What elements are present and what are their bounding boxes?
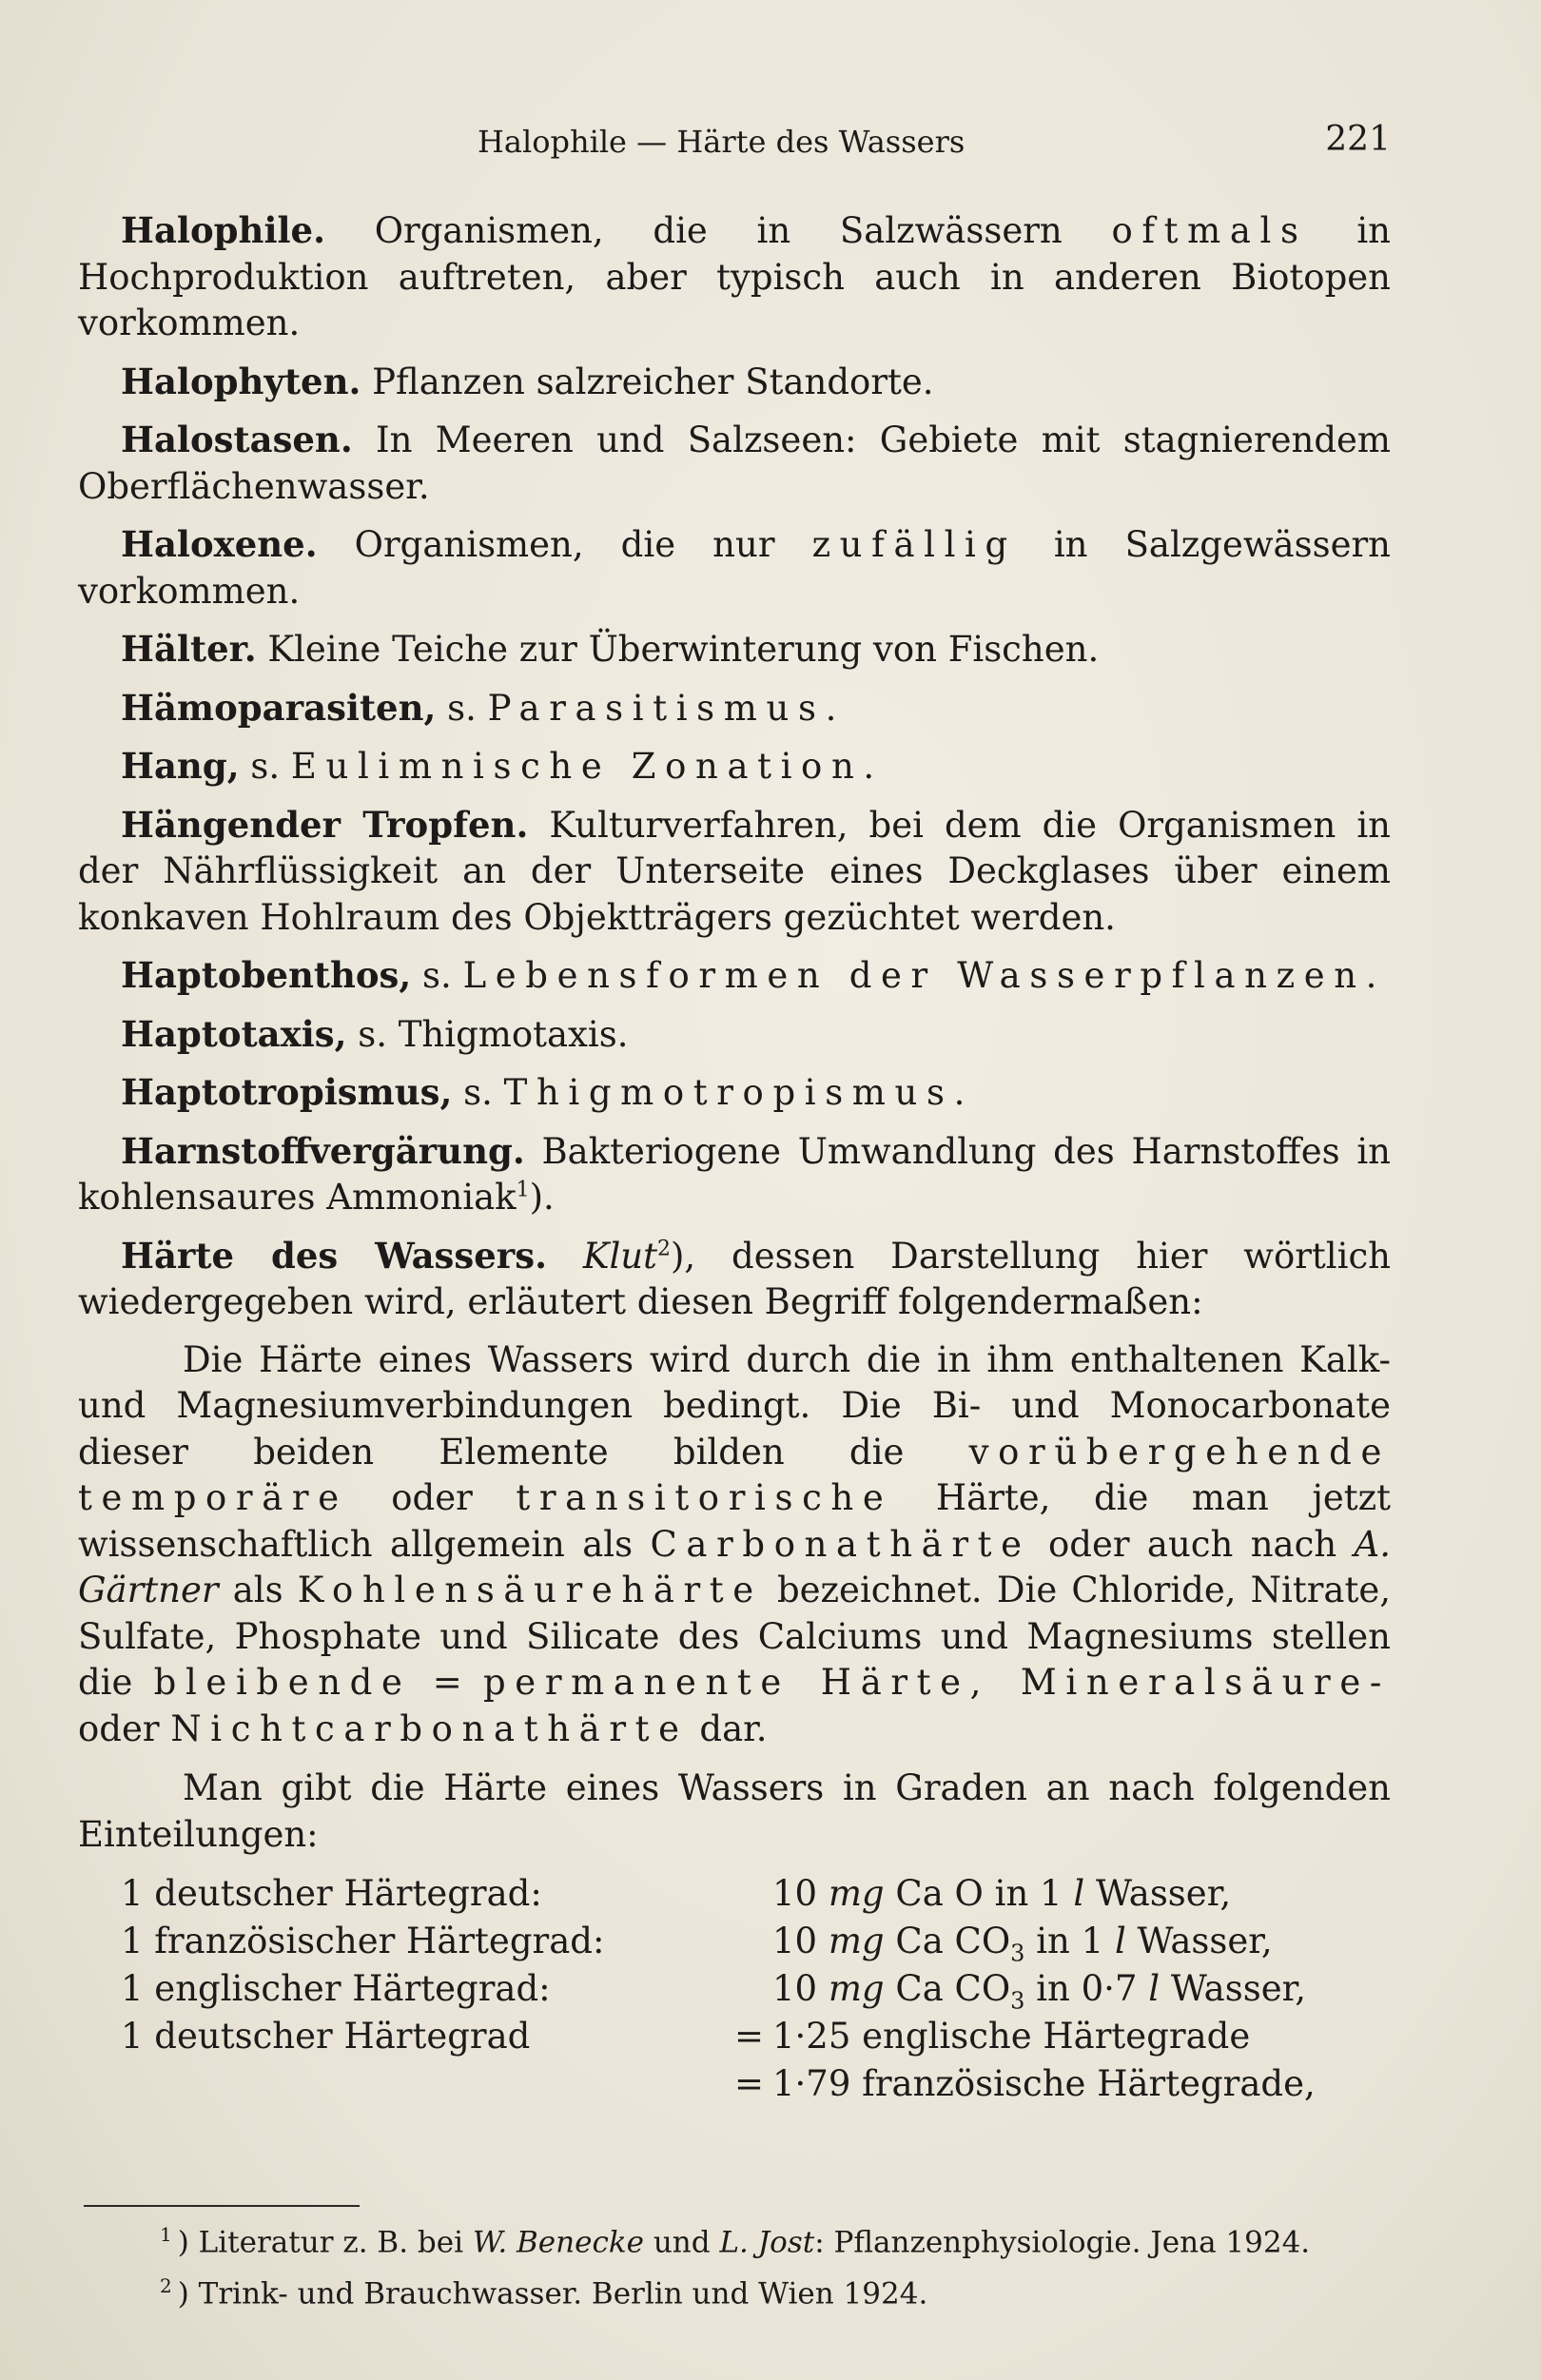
row-value	[772, 1966, 1391, 2015]
lemma: Hängender Tropfen.	[121, 803, 529, 846]
entry-text: in Hochproduktion auftreten, aber typisch auch in anderen Biotopen vorkommen.	[78, 210, 1391, 343]
unit: mg	[828, 1873, 885, 1914]
row-eq: =	[734, 2016, 765, 2057]
hardness-row-conversion-englisch	[78, 2014, 1391, 2061]
para-text: dar.	[688, 1707, 768, 1749]
para-text: Die Härte eines Wassers wird durch die in ihm enthaltenen Kalk- und Magnesiumverbindungen bedingt. Die Bi- und Monocarbonate dieser beiden Elemente bilden die	[78, 1338, 1391, 1473]
row-eq: =	[734, 2063, 765, 2104]
entry-text: s.	[436, 687, 488, 729]
footnote-ref: 2	[657, 1237, 671, 1261]
row-label: 1 französischer Härtegrad:	[121, 1921, 605, 1961]
entry-text: s. Thigmotaxis.	[346, 1013, 629, 1055]
hardness-row-deutsch	[78, 1871, 1391, 1919]
page-number: 221	[1325, 120, 1391, 159]
running-head	[78, 120, 1391, 171]
value-part: Ca CO	[884, 1968, 1011, 2009]
value-part: 10	[772, 1968, 829, 2009]
footnote-1	[84, 2213, 1396, 2264]
entry-haelter	[78, 626, 1391, 673]
value-part: 10	[772, 1873, 829, 1914]
author-name: A. Gärtner	[78, 1523, 1391, 1610]
entry-haptotaxis	[78, 1011, 1391, 1059]
entry-text: in Salzgewässern vorkommen.	[78, 524, 1391, 612]
subscript: 3	[1010, 1940, 1025, 1967]
entry-text: s.	[411, 955, 463, 996]
spaced-text: temporäre	[78, 1477, 348, 1518]
spaced-text: Parasitismus	[487, 687, 826, 729]
para-text: Härte, die man jetzt wissenschaftlich allgemein als	[78, 1477, 1391, 1565]
entry-text: s.	[452, 1072, 504, 1113]
entry-text: Bakteriogene Umwandlung des Harnstoffes in kohlensaures Ammoniak	[78, 1130, 1391, 1218]
lemma: Hämoparasiten,	[121, 686, 437, 729]
lemma: Halophile.	[121, 209, 325, 251]
unit: mg	[828, 1921, 885, 1961]
author-name: W. Benecke	[472, 2225, 644, 2260]
entry-text: In Meeren und Salzseen: Gebiete mit stagnierendem Oberflächenwasser.	[78, 419, 1391, 507]
entry-hang	[78, 743, 1391, 790]
row-value: 1·25 englische Härtegrade	[772, 2016, 1251, 2057]
value-part: in 1	[1024, 1921, 1115, 1961]
footnote-mark: 1	[160, 2223, 172, 2246]
footnotes	[84, 2213, 1396, 2316]
unit: mg	[828, 1968, 885, 2009]
entry-haloxene	[78, 521, 1391, 615]
row-label: 1 englischer Härtegrad:	[121, 1968, 551, 2009]
para-text: oder	[78, 1707, 171, 1749]
value-part: Wasser,	[1084, 1873, 1232, 1914]
entry-text: Organismen, die in Salzwässern	[324, 210, 1112, 251]
entry-text: Pflanzen salzreicher Standorte.	[361, 361, 934, 402]
footnote-ref: 1	[516, 1178, 530, 1202]
entry-haptobenthos	[78, 952, 1391, 1000]
lemma: Hälter.	[121, 628, 257, 670]
footnote-text: ) Literatur z. B. bei	[177, 2225, 473, 2260]
lemma: Hang,	[121, 745, 240, 787]
spaced-text: vorübergehende	[968, 1431, 1391, 1473]
lemma: Haptotaxis,	[121, 1012, 347, 1055]
running-title: Halophile — Härte des Wassers	[478, 124, 966, 160]
spaced-text: zufällig	[811, 524, 1017, 565]
hardness-row-englisch	[78, 1966, 1391, 2014]
row-value	[772, 1871, 1391, 1917]
lemma: Halophyten.	[121, 360, 361, 402]
entry-text: ).	[529, 1177, 555, 1218]
lemma: Haptotropismus,	[121, 1071, 453, 1113]
row-label: 1 deutscher Härtegrad	[121, 2016, 531, 2057]
entry-text: .	[825, 687, 837, 729]
entry-text: s.	[239, 746, 291, 787]
footnote-text: : Pflanzenphysiologie. Jena 1924.	[814, 2225, 1311, 2260]
unit: l	[1148, 1968, 1161, 2009]
entry-halophyten	[78, 359, 1391, 406]
value-part: Ca CO	[884, 1921, 1011, 1961]
hardness-table	[78, 1871, 1391, 2109]
entry-haemoparasiten	[78, 685, 1391, 732]
entry-text: ), dessen Darstellung hier wörtlich wiedergegeben wird, erläutert diesen Begriff folgendermaßen:	[78, 1235, 1392, 1322]
spaced-text: Eulimnische Zonation	[290, 746, 864, 787]
entry-halophile	[78, 207, 1391, 347]
footnote-mark: 2	[160, 2274, 172, 2298]
author-name: L. Jost	[719, 2225, 815, 2260]
value-part: in 0·7	[1024, 1968, 1149, 2009]
value-part: Wasser,	[1160, 1968, 1306, 2009]
hardness-row-franzoesisch	[78, 1919, 1391, 1966]
entry-text: .	[863, 746, 875, 787]
lemma: Harnstoffvergärung.	[121, 1129, 525, 1172]
entry-text: Kleine Teiche zur Überwinterung von Fischen.	[256, 629, 1100, 670]
value-part: Wasser,	[1125, 1921, 1273, 1961]
lemma: Härte des Wassers.	[121, 1234, 547, 1277]
hardness-row-conversion-franzoesisch	[78, 2061, 1391, 2109]
entry-text: Organismen, die nur	[317, 524, 812, 565]
entry-halostasen	[78, 417, 1391, 510]
entry-text: .	[953, 1072, 966, 1113]
entry-haengender-tropfen	[78, 802, 1391, 942]
unit: l	[1114, 1921, 1126, 1961]
spaced-text: Nichtcarbonathärte	[170, 1707, 689, 1749]
spaced-text: Thigmotropismus	[503, 1072, 954, 1113]
unit: l	[1073, 1873, 1085, 1914]
spaced-text: bleibende	[153, 1662, 412, 1703]
value-part: 10	[772, 1921, 829, 1961]
footnote-text: und	[643, 2225, 720, 2260]
para-text: =	[411, 1662, 483, 1703]
entry-haerte-des-wassers	[78, 1233, 1391, 1326]
author-name: Klut	[582, 1235, 657, 1277]
value-part: Ca O in 1	[884, 1873, 1074, 1914]
para-text: bezeichnet. Die Chloride, Nitrate, Sulfate, Phosphate und Silicate des Calciums und Magnesiums stellen die	[78, 1570, 1391, 1703]
spaced-text: permanente Härte, Mineralsäure-	[483, 1662, 1391, 1703]
spaced-text: oftmals	[1111, 210, 1308, 251]
spaced-text: Lebensformen der Wasserpflanzen	[462, 955, 1366, 996]
entry-text: .	[1365, 955, 1377, 996]
footnote-rule	[84, 2205, 360, 2207]
body-text	[78, 207, 1391, 2109]
lemma: Haptobenthos,	[121, 954, 412, 996]
para-text: oder	[347, 1477, 517, 1518]
row-value: 1·79 französische Härtegrade,	[772, 2063, 1316, 2104]
paragraph-einteilungen: Man gibt die Härte eines Wassers in Graden an nach folgenden Einteilungen:	[78, 1767, 1391, 1855]
lemma: Haloxene.	[121, 523, 318, 565]
entry-harnstoffvergaerung	[78, 1128, 1391, 1221]
row-value	[772, 1919, 1391, 1967]
para-text: als	[218, 1570, 298, 1610]
paragraph-haerte-definition	[78, 1337, 1391, 1753]
footnote-2	[84, 2264, 1396, 2315]
lemma: Halostasen.	[121, 419, 353, 460]
subscript: 3	[1010, 1987, 1025, 2015]
entry-text: Kulturverfahren, bei dem die Organismen in der Nährflüssigkeit an der Unterseite eines Deckglases über einem konkaven Hohlraum des Objektträgers gezüchtet werden.	[78, 804, 1391, 938]
spaced-text: transitorische	[516, 1477, 893, 1518]
para-text: oder auch nach	[1030, 1523, 1355, 1565]
spaced-text: Kohlensäurehärte	[297, 1570, 763, 1610]
footnote-text: ) Trink- und Brauchwasser. Berlin und Wien 1924.	[177, 2276, 928, 2312]
row-label: 1 deutscher Härtegrad:	[121, 1873, 542, 1914]
spaced-text: Carbonathärte	[650, 1523, 1031, 1565]
entry-haptotropismus	[78, 1069, 1391, 1117]
